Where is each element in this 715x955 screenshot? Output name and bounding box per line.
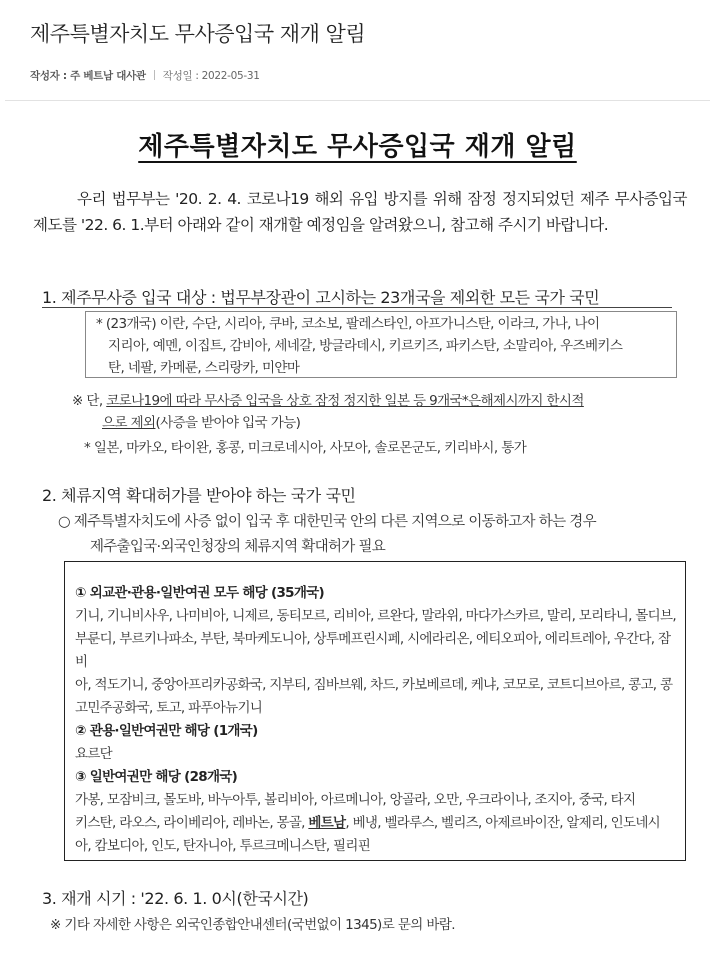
section-3-heading: 3. 재개 시기 : '22. 6. 1. 0시(한국시간) (42, 889, 309, 908)
excluded-countries-line: * (23개국) 이란, 수단, 시리아, 쿠바, 코소보, 팔레스타인, 아프가니스탄, 이라크, 가나, 나이 (96, 316, 600, 332)
section-1-heading: 1. 제주무사증 입국 대상 : 법무부장관이 고시하는 23개국을 제외한 모든 국가 국민 (42, 288, 600, 307)
country-groups-box (64, 561, 686, 861)
note-underlined: 으로 제외 (102, 415, 156, 431)
page-title: 제주특별자치도 무사증입국 재개 알림 (30, 22, 366, 46)
group-1-line: 고민주공화국, 토고, 파푸아뉴기니 (75, 700, 263, 716)
group-1-line: 부룬디, 부르키나파소, 부탄, 북마케도니아, 상투메프린시페, 시에라리온, 에티오피아, 에리트레아, 우간다, 잠비 (75, 631, 671, 670)
intro-paragraph: 우리 법무부는 '20. 2. 4. 코로나19 해외 유입 방지를 위해 잠정 정지되었던 제주 무사증입국 제도를 '22. 6. 1.부터 아래와 같이 재개할 예정임을 알려왔으니, 참고해 주시기 바랍니다. (33, 190, 687, 234)
group-1-line: 아, 적도기니, 중앙아프리카공화국, 지부티, 짐바브웨, 차드, 카보베르데, 케냐, 코모로, 코트디브아르, 콩고, 콩 (75, 677, 673, 693)
note-suffix: (사증을 받아야 입국 가능) (155, 415, 301, 431)
section-1-underline (42, 307, 672, 308)
document-title: 제주특별자치도 무사증입국 재개 알림 (138, 132, 577, 162)
section-2-heading: 2. 체류지역 확대허가를 받아야 하는 국가 국민 (42, 486, 356, 505)
note-underlined: 코로나19에 따라 무사증 입국을 상호 잠정 정지한 일본 등 9개국*은해제시까지 한시적 (106, 393, 584, 409)
post-meta (30, 68, 690, 83)
meta-divider (154, 70, 155, 80)
header-divider (5, 100, 710, 101)
contact-note: ※ 기타 자세한 사항은 외국인종합안내센터(국번없이 1345)로 문의 바람. (50, 917, 455, 933)
requirement-line: 제주출입국·외국인청장의 체류지역 확대허가 필요 (90, 539, 386, 555)
excluded-countries-line: 탄, 네팔, 카메룬, 스리랑카, 미얀마 (108, 360, 300, 376)
group-2-title: ② 관용·일반여권만 해당 (1개국) (75, 723, 258, 739)
date-label: 작성일 : 2022-05-31 (162, 70, 260, 82)
group-3-line-part: 키스탄, 라오스, 라이베리아, 레바논, 몽골, (75, 815, 309, 831)
excluded-countries-box (85, 311, 677, 378)
group-3-line (75, 812, 677, 835)
suspension-note (72, 390, 692, 434)
author-label: 작성자 : 주 베트남 대사관 (30, 70, 146, 82)
group-1-line: 기니, 기니비사우, 나미비아, 니제르, 동티모르, 리비아, 르완다, 말라위, 마다가스카르, 말리, 모리타니, 몰디브, (75, 608, 676, 624)
vietnam-highlight: 베트남 (308, 815, 346, 831)
group-3-line: 아, 캄보디아, 인도, 탄자니아, 투르크메니스탄, 필리핀 (75, 838, 371, 854)
group-3-title: ③ 일반여권만 해당 (28개국) (75, 769, 238, 785)
group-3-line: 가봉, 모잠비크, 몰도바, 바누아투, 볼리비아, 아르메니아, 앙골라, 오만, 우크라이나, 조지아, 중국, 타지 (75, 792, 636, 808)
group-1-title: ① 외교관·관용·일반여권 모두 해당 (35개국) (75, 585, 325, 601)
note-prefix: ※ 단, (72, 393, 107, 409)
requirement-line: ○ 제주특별자치도에 사증 없이 입국 후 대한민국 안의 다른 지역으로 이동하고자 하는 경우 (58, 514, 596, 530)
page-header (30, 18, 690, 83)
excluded-countries-line: 지리아, 예멘, 이집트, 감비아, 세네갈, 방글라데시, 키르키즈, 파키스탄, 소말리아, 우즈베키스 (108, 338, 623, 354)
extension-requirement (58, 510, 693, 560)
group-2-line: 요르단 (75, 746, 113, 762)
suspended-countries-list: * 일본, 마카오, 타이완, 홍콩, 미크로네시아, 사모아, 솔로몬군도, 키리바시, 통가 (84, 440, 527, 456)
group-3-line-part: , 베냉, 벨라루스, 벨리즈, 아제르바이잔, 알제리, 인도네시 (345, 815, 661, 831)
